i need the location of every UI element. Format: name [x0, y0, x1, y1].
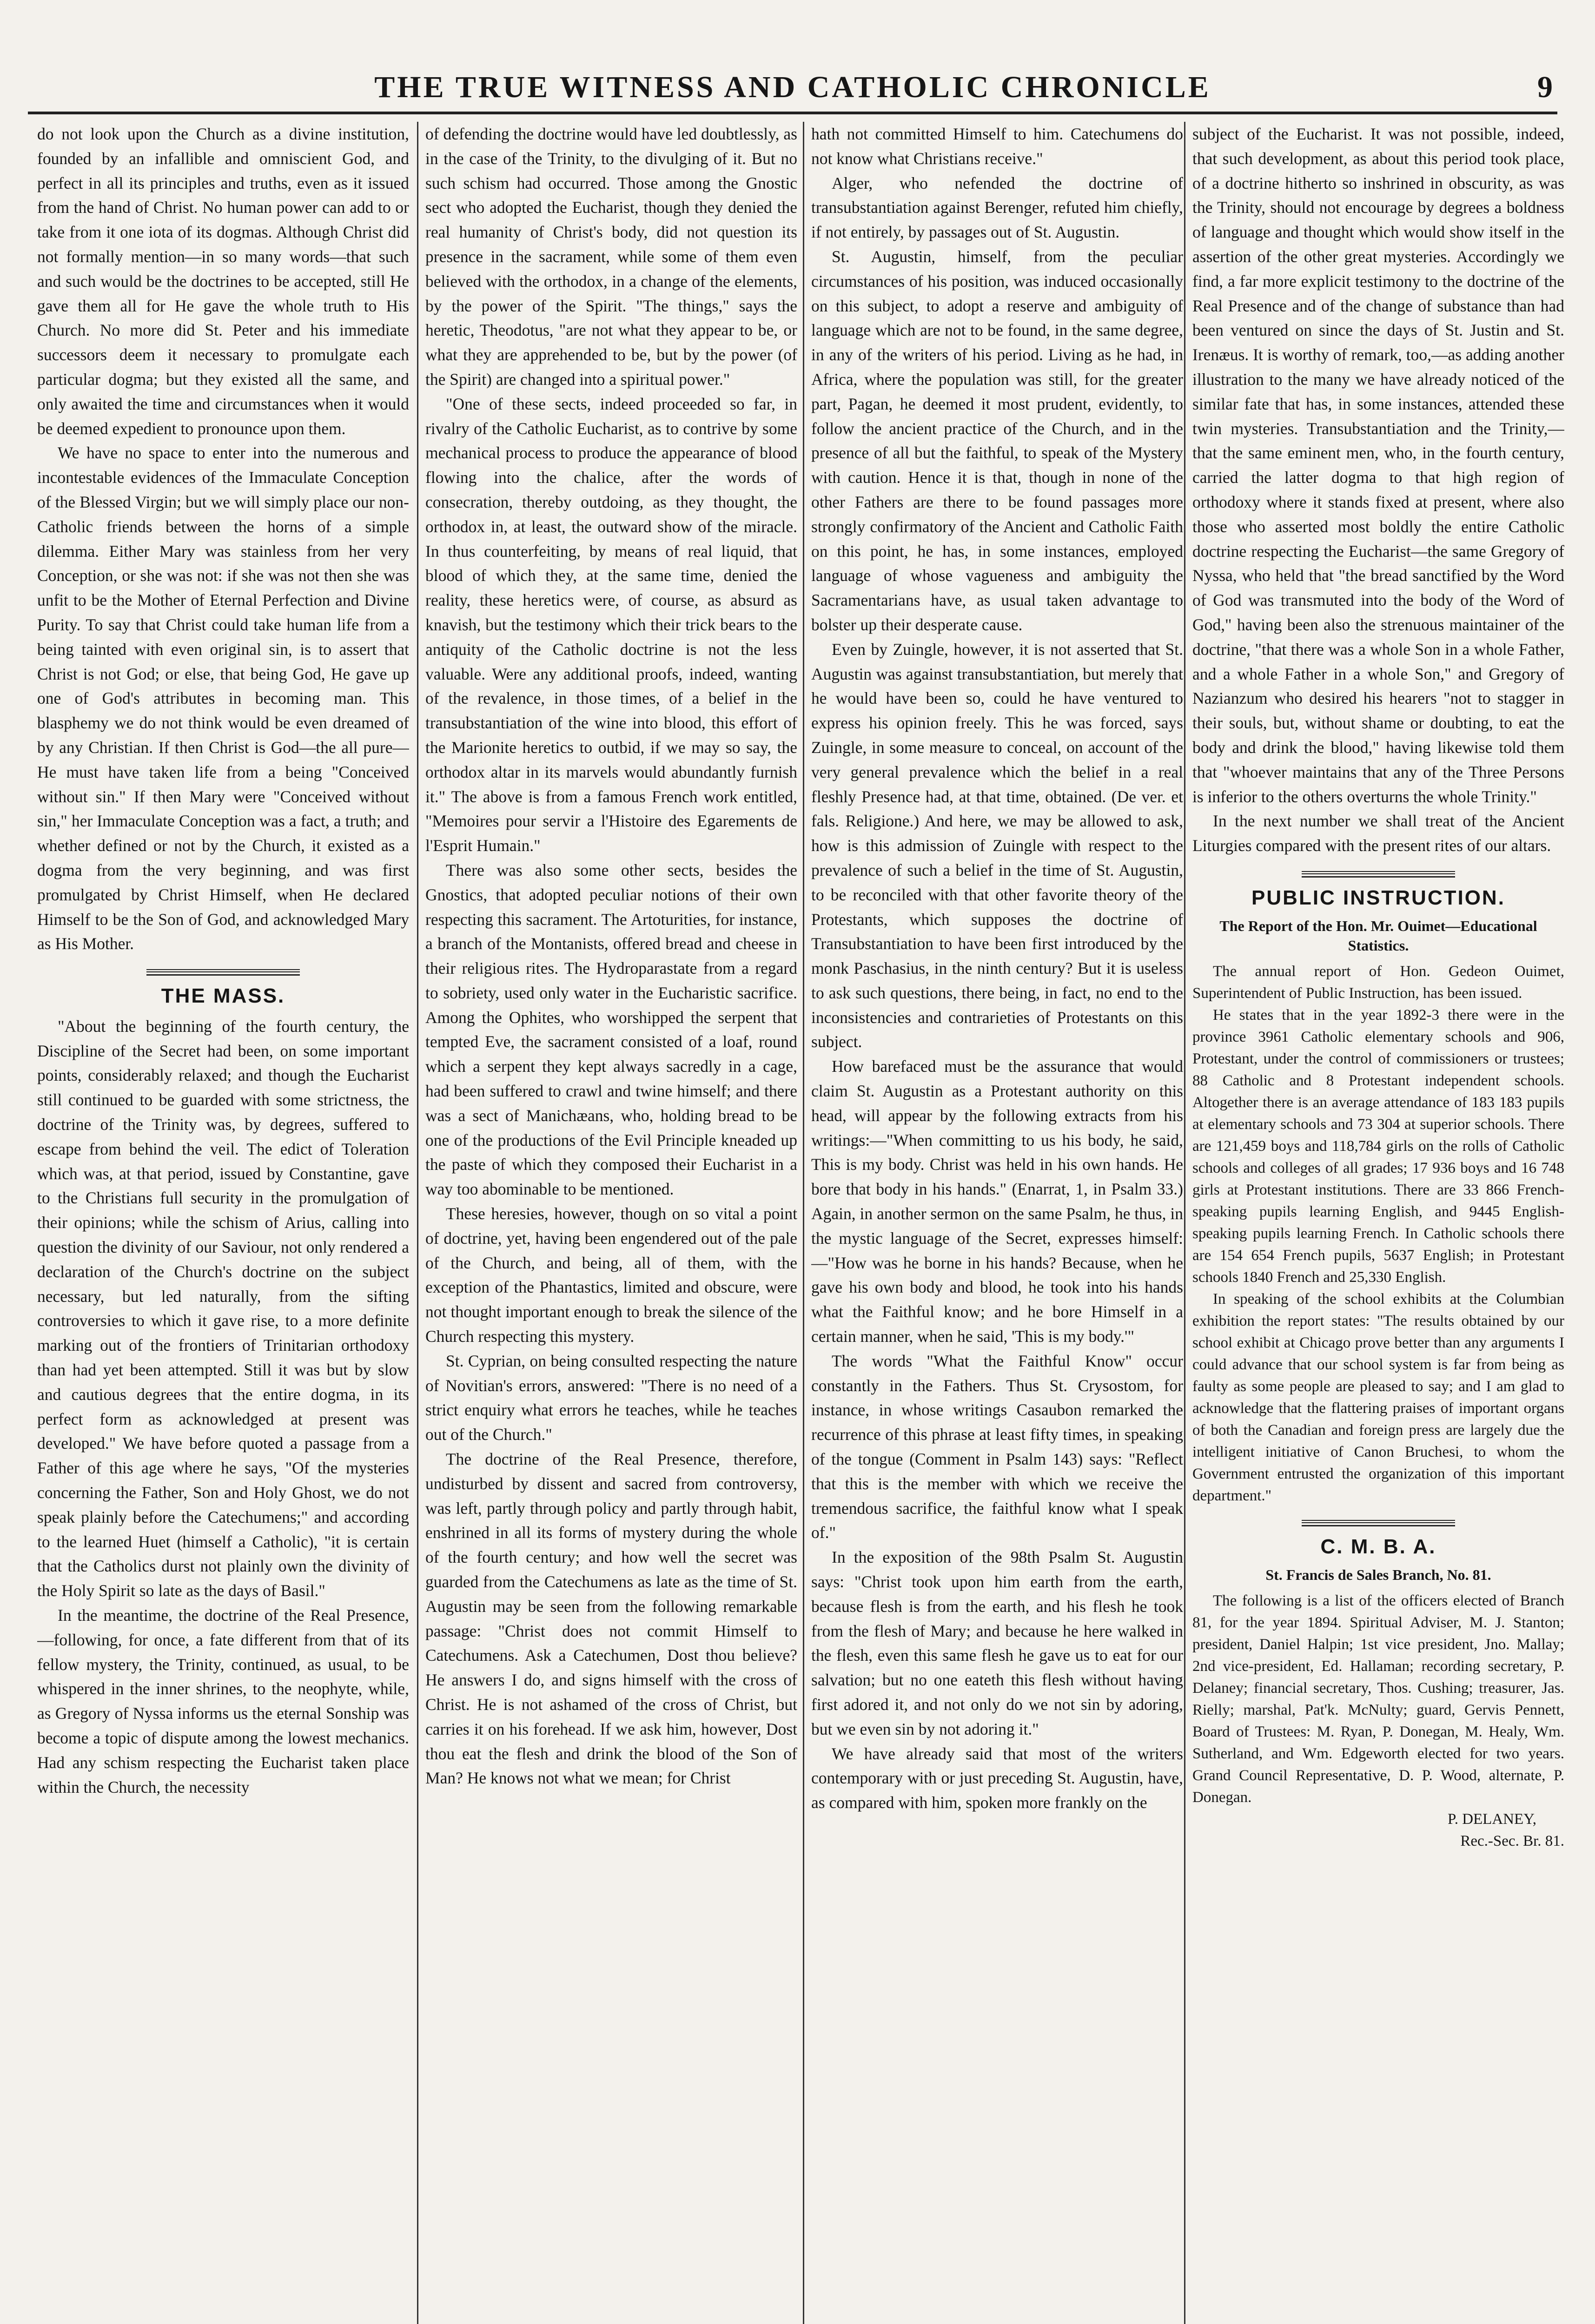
signature-name: P. DELANEY,: [1448, 1810, 1536, 1828]
column-rule: [803, 122, 804, 2324]
paragraph: do not look upon the Church as a divine institution, founded by an infallible and omniscient God, and perfect in all its principles and truths, even as it issued from the hand of Christ. No human power can add to or take from it one iota of its dogmas. Although Christ did not formally mention—in so many words—that such and such would be the doctrines to be accepted, still He gave them all for He gave the whole truth to His Church. No more did St. Peter and his immediate successors deem it necessary to promulgate each particular dogma; but they existed all the same, and only awaited the time and circumstances when it would be deemed expedient to pronounce upon them.: [37, 125, 409, 438]
column-rule: [417, 122, 418, 2324]
paragraph: hath not committed Himself to him. Catechumens do not know what Christians receive.": [811, 125, 1183, 168]
column-3: [811, 122, 1183, 2324]
paragraph: The doctrine of the Real Presence, therefore, undisturbed by dissent and sacred from controversy, was left, partly through policy and partly through habit, enshrined in all its forms of mystery during the whole of the fourth century; and how well the secret was guarded from the Catechumens as late as the time of St. Augustin may be seen from the following remarkable passage: "Christ does not commit Himself to Catechumens. Ask a Catechumen, Dost thou believe? He answers I do, and signs himself with the cross of Christ. He is not ashamed of the cross of Christ, but carries it on his forehead. If we ask him, however, Dost thou eat the flesh and drink the blood of the Son of Man? He knows not what we mean; for Christ: [425, 1450, 797, 1788]
paragraph: How barefaced must be the assurance that would claim St. Augustin as a Protestant authority on this head, will appear by the following extracts from his writings:—"When committing to us his body, he said, This is my body. Christ was held in his own hands. He bore that body in his hands." (Enarrat, 1, in Psalm 33.) Again, in another sermon on the same Psalm, he thus, in the mystic language of the Secret, expresses himself:—"How was he borne in his hands? Because, when he gave his own body and blood, he took into his hands what the Faithful know; and he bore Himself in a certain manner, when he said, 'This is my body.'": [811, 1057, 1183, 1346]
column-1: [37, 122, 409, 2324]
paragraph: St. Augustin, himself, from the peculiar circumstances of his position, was induced occasionally on this subject, to adopt a reserve and ambiguity of language which are not to be found, in the same degree, in any of the writers of his period. Living as he had, in Africa, where the population was still, for the greater part, Pagan, he deemed it most prudent, evidently, to follow the ancient practice of the Church, and in the presence of all but the faithful, to speak of the Mystery with caution. Hence it is that, though in none of the other Fathers are there to be found passages more strongly confirmatory of the Ancient and Catholic Faith on this point, he has, in some instances, employed language of whose vagueness and ambiguity the Sacramentarians have, as usual taken advantage to bolster up their desperate cause.: [811, 247, 1183, 634]
section-subheading: The Report of the Hon. Mr. Ouimet—Educational Statistics.: [1219, 917, 1537, 954]
paragraph: The annual report of Hon. Gedeon Ouimet, Superintendent of Public Instruction, has been issued.: [1192, 963, 1564, 1002]
paragraph: In speaking of the school exhibits at the Columbian exhibition the report states: "The results obtained by our school exhibit at Chicago prove better than any arguments I could advance that our school system is far from being as faulty as some people are pleased to say; and I am glad to acknowledge that the flattering praises of important organs of both the Canadian and foreign press are largely due the intelligent initiative of Canon Bruchesi, to whom the Government entrusted the organization of this important department.": [1192, 1290, 1564, 1504]
section-heading-cmba: C. M. B. A.: [1320, 1535, 1436, 1558]
paragraph: We have no space to enter into the numerous and incontestable evidences of the Immaculate Conception of the Blessed Virgin; but we will simply place our non-Catholic friends between the horns of a simple dilemma. Either Mary was stainless from her very Conception, or she was not: if she was not then she was unfit to be the Mother of Eternal Perfection and Divine Purity. To say that Christ could take human life from a being tainted with even original sin, is to assert that Christ is not God; or else, that being God, He gave up one of God's attributes in becoming man. This blasphemy we do not think would be even dreamed of by any Christian. If then Christ is God—the all pure—He must have taken life from a being "Conceived without sin." If then Mary were "Conceived without sin," her Immaculate Conception was a fact, a truth; and whether defined or not by the Church, it existed as a dogma from the very beginning, and was first promulgated by Christ Himself, when He declared Himself to be the Son of God, and acknowledged Mary as His Mother.: [37, 443, 409, 953]
paragraph: Alger, who nefended the doctrine of transubstantiation against Berenger, refuted him chiefly, if not entirely, by passages out of St. Augustin.: [811, 173, 1183, 242]
paragraph: There was also some other sects, besides the Gnostics, that adopted peculiar notions of their own respecting this sacrament. The Artoturities, for instance, a branch of the Montanists, offered bread and cheese in their religious rites. The Hydroparastate from a regard to sobriety, used only water in the Eucharistic sacrifice. Among the Ophites, who worshipped the serpent that tempted Eve, the sacrament consisted of a loaf, round which a serpent they kept always sacredly in a cage, had been suffered to crawl and twine himself; and there was a sect of Manichæans, who, holding bread to be one of the productions of the Evil Principle kneaded up the paste of which they composed their Eucharist in a way too abominable to be mentioned.: [425, 860, 797, 1199]
section-subheading: St. Francis de Sales Branch, No. 81.: [1265, 1566, 1491, 1583]
paragraph: "About the beginning of the fourth century, the Discipline of the Secret had been, on some important points, considerably relaxed; and though the Eucharist still continued to be guarded with some strictness, the doctrine of the Trinity was, by degrees, suffered to escape from behind the veil. The edict of Toleration which was, at that period, issued by Constantine, gave to the Christians full security in the promulgation of their opinions; while the schism of Arius, calling into question the divinity of our Saviour, not only rendered a declaration of the Church's doctrine on the subject necessary, but led naturally, from the sifting controversies to which it gave rise, to a more definite marking out of the frontiers of Trinitarian orthodoxy than had yet been attempted. Still it was but by slow and cautious degrees that the entire dogma, in its perfect form as acknowledged at present was developed." We have before quoted a passage from a Father of this age where he says, "Of the mysteries concerning the Father, Son and Holy Ghost, we do not speak plainly before the Catechumens;" and according to the learned Huet (himself a Catholic), "it is certain that the Catholics durst not plainly own the divinity of the Holy Spirit so late as the days of Basil.": [37, 1017, 409, 1600]
section-heading-the-mass: THE MASS.: [161, 984, 285, 1008]
masthead-title: THE TRUE WITNESS AND CATHOLIC CHRONICLE: [374, 70, 1211, 104]
paragraph: The words "What the Faithful Know" occur constantly in the Fathers. Thus St. Crysostom, for instance, in whose writings Casaubon remarked the recurrence of this phrase at least fifty times, in speaking of the tongue (Comment in Psalm 143) says: "Reflect that this is the member with which we receive the tremendous sacrifice, the faithful know what I speak of.": [811, 1351, 1183, 1542]
section-heading-public-instruction: PUBLIC INSTRUCTION.: [1251, 886, 1505, 909]
section-divider: [1302, 1520, 1455, 1526]
paragraph: In the next number we shall treat of the Ancient Liturgies compared with the present rites of our altars.: [1192, 812, 1564, 855]
paragraph: St. Cyprian, on being consulted respecting the nature of Novitian's errors, answered: "There is no need of a strict enquiry what errors he teaches, while he teaches out of the Church.": [425, 1351, 797, 1444]
paragraph: We have already said that most of the writers contemporary with or just preceding St. Augustin, have, as compared with him, spoken more frankly on the: [811, 1744, 1183, 1812]
paragraph: of defending the doctrine would have led doubtlessly, as in the case of the Trinity, to the divulging of it. But no such schism had occurred. Those among the Gnostic sect who adopted the Eucharist, though they denied the real humanity of Christ's body, did not question its presence in the sacrament, while some of them even believed with the orthodox, in a change of the elements, by the power of the Spirit. "The things," says the heretic, Theodotus, "are not what they appear to be, or what they are apprehended to be, but by the power (of the Spirit) are changed into a spiritual power.": [425, 125, 797, 389]
column-rule: [1184, 122, 1185, 2324]
paragraph: In the exposition of the 98th Psalm St. Augustin says: "Christ took upon him earth from the earth, because flesh is from the earth, and his flesh he took from the flesh of Mary; and because he here walked in the flesh, even this same flesh he gave us to eat for our salvation; but no one eateth this flesh without having first adored it, and not only do we not sin by adoring, but we even sin by not adoring it.": [811, 1548, 1183, 1738]
paragraph: "One of these sects, indeed proceeded so far, in rivalry of the Catholic Eucharist, as to contrive by some mechanical process to produce the appearance of blood flowing into the chalice, after the words of consecration, thereby outdoing, as they thought, the orthodox in, at least, the outward show of the miracle. In thus counterfeiting, by means of real liquid, that blood of which they, at the same time, denied the reality, these heretics were, of course, as absurd as knavish, but the testimony which their trick bears to the antiquity of the Catholic doctrine is not the less valuable. Were any additional proofs, indeed, wanting of the revalence, in those times, of a belief in the transubstantiation of the wine into blood, this effort of the Marionite heretics to outbid, if we may so say, the orthodox altar in its marvels would abundantly furnish it." The above is from a famous French work entitled, "Memoires pour servir a l'Histoire des Egarements de l'Esprit Humain.": [425, 394, 797, 855]
page-number: 9: [1537, 70, 1553, 104]
masthead: [28, 70, 1557, 114]
column-2: [425, 122, 797, 2324]
paragraph: Even by Zuingle, however, it is not asserted that St. Augustin was against transubstantiation, but merely that he would have been so, could he have ventured to express his opinion freely. This he was forced, says Zuingle, in some measure to conceal, on account of the very general prevalence which the belief in a real fleshly Presence had, at that time, obtained. (De ver. et fals. Religione.) And here, we may be allowed to ask, how is this admission of Zuingle with respect to the prevalence of such a belief in the time of St. Augustin, to be reconciled with that other favorite theory of the Protestants, which supposes the doctrine of Transubstantiation to have been first introduced by the monk Paschasius, in the ninth century? But it is useless to ask such questions, there being, in fact, no end to the inconsistencies and contrarieties of Protestants on this subject.: [811, 640, 1183, 1051]
signature-title: Rec.-Sec. Br. 81.: [1460, 1832, 1564, 1849]
section-divider: [146, 969, 300, 976]
paragraph: He states that in the year 1892-3 there were in the province 3961 Catholic elementary schools and 906, Protestant, under the control of commissioners or trustees; 88 Catholic and 8 Protestant independent schools. Altogether there is an average attendance of 183 183 pupils at elementary schools and 73 304 at superior schools. There are 121,459 boys and 118,784 girls on the rolls of Catholic schools and colleges of all grades; 17 936 boys and 16 748 girls at Protestant institutions. There are 33 866 French-speaking pupils learning English, and 9445 English-speaking pupils learning French. In Catholic schools there are 154 654 French pupils, 5637 English; in Protestant schools 1840 French and 25,330 English.: [1192, 1006, 1564, 1286]
paragraph: subject of the Eucharist. It was not possible, indeed, that such development, as about this period took place, of a doctrine hitherto so inshrined in obscurity, as was the Trinity, should not encourage by degrees a boldness of language and thought which would show itself in the assertion of the other great mysteries. Accordingly we find, a far more explicit testimony to the doctrine of the Real Presence and of the change of substance than had been ventured on since the days of St. Justin and St. Irenæus. It is worthy of remark, too,—as adding another illustration to the many we have already noticed of the similar fate that has, in some instances, attended these twin mysteries. Transubstantiation and the Trinity,—that the same eminent men, who, in the fourth century, carried the latter dogma to that high region of orthodoxy where it stands fixed at present, where also those who asserted most boldly the entire Catholic doctrine respecting the Eucharist—the same Gregory of Nyssa, who held that "the bread sanctified by the Word of God was transmuted into the body of the Word of God," having been also the strenuous maintainer of the doctrine, "that there was a whole Son in a whole Father, and a whole Father in a whole Son," and Gregory of Nazianzum who desired his hearers "not to stagger in their souls, but, without shame or doubting, to eat the body and drink the blood," having likewise told them that "whoever maintains that any of the Three Persons is inferior to the others overturns the whole Trinity.": [1192, 125, 1564, 806]
paragraph: These heresies, however, though on so vital a point of doctrine, yet, having been engendered out of the pale of the Church, and being, all of them, with the exception of the Phantastics, limited and obscure, were not thought important enough to break the silence of the Church respecting this mystery.: [425, 1204, 797, 1346]
paragraph: The following is a list of the officers elected of Branch 81, for the year 1894. Spiritual Adviser, M. J. Stanton; president, Daniel Halpin; 1st vice president, Jno. Mallay; 2nd vice-president, Ed. Hallaman; recording secretary, P. Delaney; financial secretary, Thos. Cushing; treasurer, Jas. Rielly; marshal, Pat'k. McNulty; guard, Gervis Pennett, Board of Trustees: M. Ryan, P. Donegan, M. Healy, Wm. Sutherland, and Wm. Edgeworth elected for two years. Grand Council Representative, D. P. Wood, alternate, P. Donegan.: [1192, 1592, 1564, 1806]
column-4: [1192, 122, 1564, 2324]
paragraph: In the meantime, the doctrine of the Real Presence,—following, for once, a fate different from that of its fellow mystery, the Trinity, continued, as usual, to be whispered in the inner shrines, to the neophyte, while, as Gregory of Nyssa informs us the eternal Sonship was become a topic of dispute among the lowest mechanics. Had any schism respecting the Eucharist taken place within the Church, the necessity: [37, 1606, 409, 1796]
section-divider: [1302, 871, 1455, 878]
